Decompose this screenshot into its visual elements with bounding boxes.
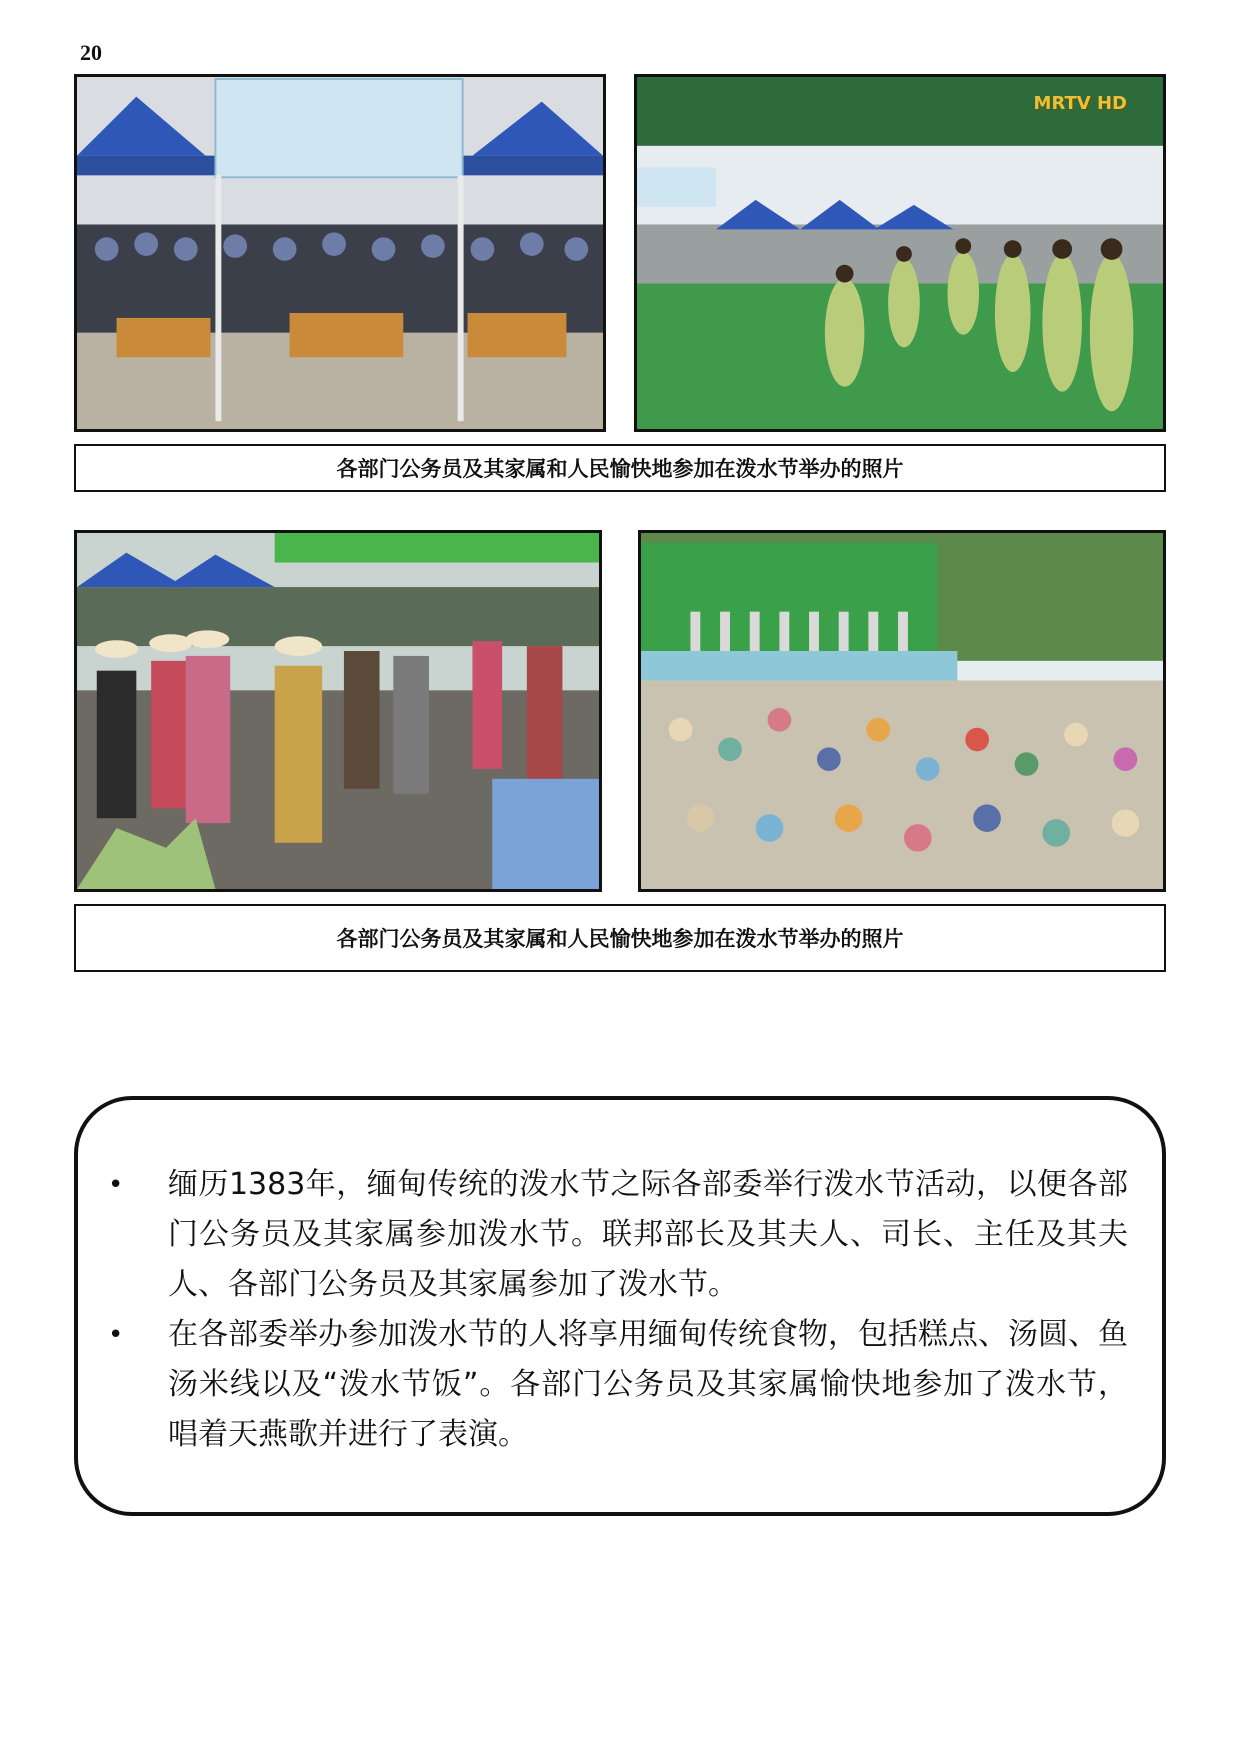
- photo-dancers: [634, 74, 1166, 432]
- photo-officials-seated: [74, 74, 606, 432]
- photo-dancers-image: [637, 77, 1163, 429]
- summary-bullet: • 在各部委举办参加泼水节的人将享用缅甸传统食物，包括糕点、汤圆、鱼汤米线以及“泼水节饭”。各部门公务员及其家属愉快地参加了泼水节，唱着天燕歌并进行了表演。: [138, 1310, 1128, 1460]
- photo-officials-seated-image: [77, 77, 603, 429]
- caption-bottom: 各部门公务员及其家属和人民愉快地参加在泼水节举办的照片: [74, 904, 1166, 972]
- page-number: 20: [80, 40, 102, 65]
- mrtv-watermark: MRTV HD: [1033, 93, 1127, 114]
- summary-bullet: • 缅历1383年，缅甸传统的泼水节之际各部委举行泼水节活动，以便各部门公务员及其家属参加泼水节。联邦部长及其夫人、司长、主任及其夫人、各部门公务员及其家属参加了泼水节。: [138, 1160, 1128, 1310]
- caption-top: 各部门公务员及其家属和人民愉快地参加在泼水节举办的照片: [74, 444, 1166, 492]
- summary-box: [74, 1096, 1166, 1516]
- photo-crowd-celebrating-image: [641, 533, 1163, 889]
- photo-crowd-celebrating: [638, 530, 1166, 892]
- summary-bullet-list: [138, 1160, 1128, 1460]
- photo-men-dancing-image: [77, 533, 599, 889]
- photo-men-dancing: [74, 530, 602, 892]
